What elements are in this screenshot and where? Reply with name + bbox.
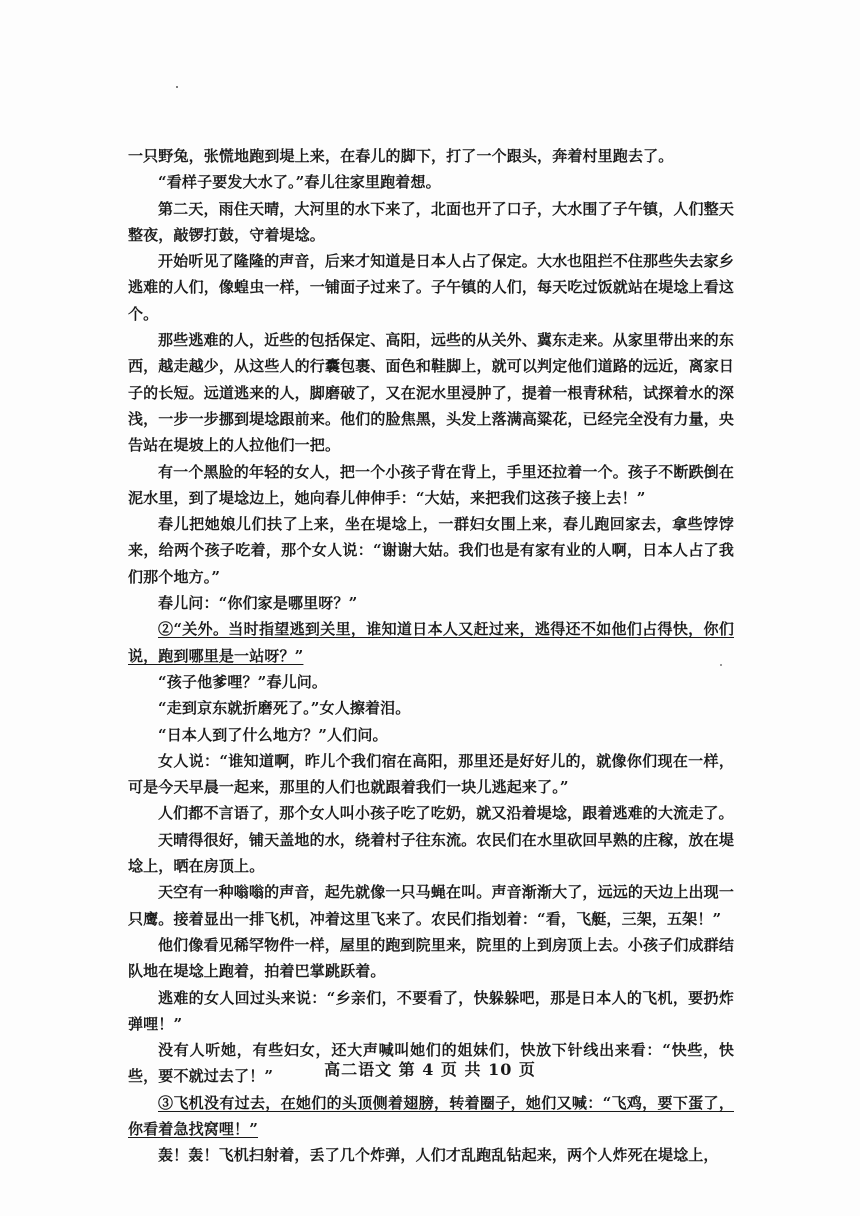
paragraph-text: 春儿把她娘儿们扶了上来，坐在堤埝上，一群妇女围上来，春儿跑回家去，拿些饽饽来，给两个孩子吃着，那个女人说：“谢谢大姑。我们也是有家有业的人啊，日本人占了我们那个地方。” [128, 515, 734, 586]
paragraph-text: 他们像看见稀罕物件一样，屋里的跑到院里来，院里的上到房顶上去。小孩子们成群结队地在堤埝上跑着，拍着巴掌跳跃着。 [128, 935, 734, 981]
paragraph [128, 1142, 734, 1168]
paragraph-text: 有一个黑脸的年轻的女人，把一个小孩子背在背上，手里还拉着一个。孩子不断跌倒在泥水里，到了堤埝边上，她向春儿伸伸手：“大姑，来把我们这孩子接上去！” [128, 462, 734, 507]
paragraph-text: 第二天，雨住天晴，大河里的水下来了，北面也开了口子，大水围了子午镇，人们整天整夜，敲锣打鼓，守着堤埝。 [128, 199, 734, 244]
paragraph [128, 196, 734, 249]
paragraph-text: 女人说：“谁知道啊，昨儿个我们宿在高阳，那里还是好好儿的，就像你们现在一样，可是今天早晨一起来，那里的人们也就跟着我们一块儿逃起来了。” [128, 751, 734, 797]
paragraph-text: “走到京东就折磨死了。”女人擦着泪。 [158, 699, 411, 718]
page-footer: 高二语文 第 4 页 共 10 页 [324, 1060, 536, 1079]
paragraph-text: “看样子要发大水了。”春儿往家里跑着想。 [158, 173, 441, 192]
paragraph-text: 轰！轰！飞机扫射着，丢了几个炸弹，人们才乱跑乱钻起来，两个人炸死在堤埝上， [158, 1146, 719, 1165]
paragraph-text: 一只野兔，张慌地跑到堤上来，在春儿的脚下，打了一个跟头，奔着村里跑去了。 [128, 147, 674, 165]
paragraph [128, 459, 734, 512]
paragraph-text: 天晴得很好，铺天盖地的水，绕着村子往东流。农民们在水里砍回早熟的庄稼，放在堤埝上，晒在房顶上。 [128, 830, 734, 876]
paragraph [128, 722, 734, 748]
paragraph-text: ②“关外。当时指望逃到关里，谁知道日本人又赶过来，逃得还不如他们占得快，你们说，跑到哪里是一站呀？” [128, 620, 734, 665]
scan-speck [176, 86, 178, 88]
underlined-paragraph [128, 616, 734, 669]
paragraph-text: 开始听见了隆隆的声音，后来才知道是日本人占了保定。大水也阻拦不住那些失去家乡逃难的人们，像蝗虫一样，一铺面子过来了。子午镇的人们，每天吃过饭就站在堤埝上看这个。 [128, 252, 735, 323]
paragraph [128, 985, 734, 1038]
paragraph [128, 695, 734, 721]
paragraph-text: “日本人到了什么地方？”人们问。 [158, 725, 388, 744]
reading-passage [128, 143, 734, 1169]
paragraph [128, 879, 734, 932]
paragraph [128, 800, 734, 826]
paragraph-text: 春儿问：“你们家是哪里呀？” [158, 594, 358, 613]
paragraph-text: 人们都不言语了，那个女人叫小孩子吃了吃奶，就又沿着堤埝，跟着逃难的大流走了。 [158, 804, 734, 823]
paragraph-text: ③飞机没有过去，在她们的头顶侧着翅膀，转着圈子，她们又喊：“飞鸡，要下蛋了，你看着急找窝哩！” [128, 1093, 734, 1138]
underlined-paragraph [128, 1090, 734, 1143]
paragraph [128, 327, 734, 458]
paragraph [128, 511, 734, 590]
paragraph [128, 590, 734, 616]
paragraph [128, 248, 734, 327]
paragraph-text: 那些逃难的人，近些的包括保定、高阳，远些的从关外、冀东走来。从家里带出来的东西，越走越少，从这些人的行囊包裹、面色和鞋脚上，就可以判定他们道路的远近，离家日子的长短。远道逃来的人，脚磨破了，又在泥水里浸肿了，提着一根青秫秸，试探着水的深浅，一步一步挪到堤埝跟前来。他们的脸焦黑，头发上落满高粱花，已经完全没有力量，央告站在堤坡上的人拉他们一把。 [128, 331, 735, 455]
paragraph-text: 天空有一种嗡嗡的声音，起先就像一只马蝇在叫。声音渐渐大了，远远的天边上出现一只鹰。接着显出一排飞机，冲着这里飞来了。农民们指划着：“看，飞艇，三架，五架！” [128, 883, 734, 928]
paragraph [128, 169, 734, 195]
paragraph [128, 827, 734, 880]
paragraph-text: “孩子他爹哩？”春儿问。 [158, 672, 328, 691]
paragraph-text: 没有人听她，有些妇女，还大声喊叫她们的姐妹们，快放下针线出来看：“快些，快些，要不就过去了！” [128, 1041, 734, 1086]
paragraph [128, 669, 734, 695]
paragraph [128, 143, 734, 169]
paragraph-text: 逃难的女人回过头来说：“乡亲们，不要看了，快躲躲吧，那是日本人的飞机，要扔炸弹哩！” [128, 988, 734, 1033]
paragraph [128, 932, 734, 985]
paragraph [128, 748, 734, 801]
